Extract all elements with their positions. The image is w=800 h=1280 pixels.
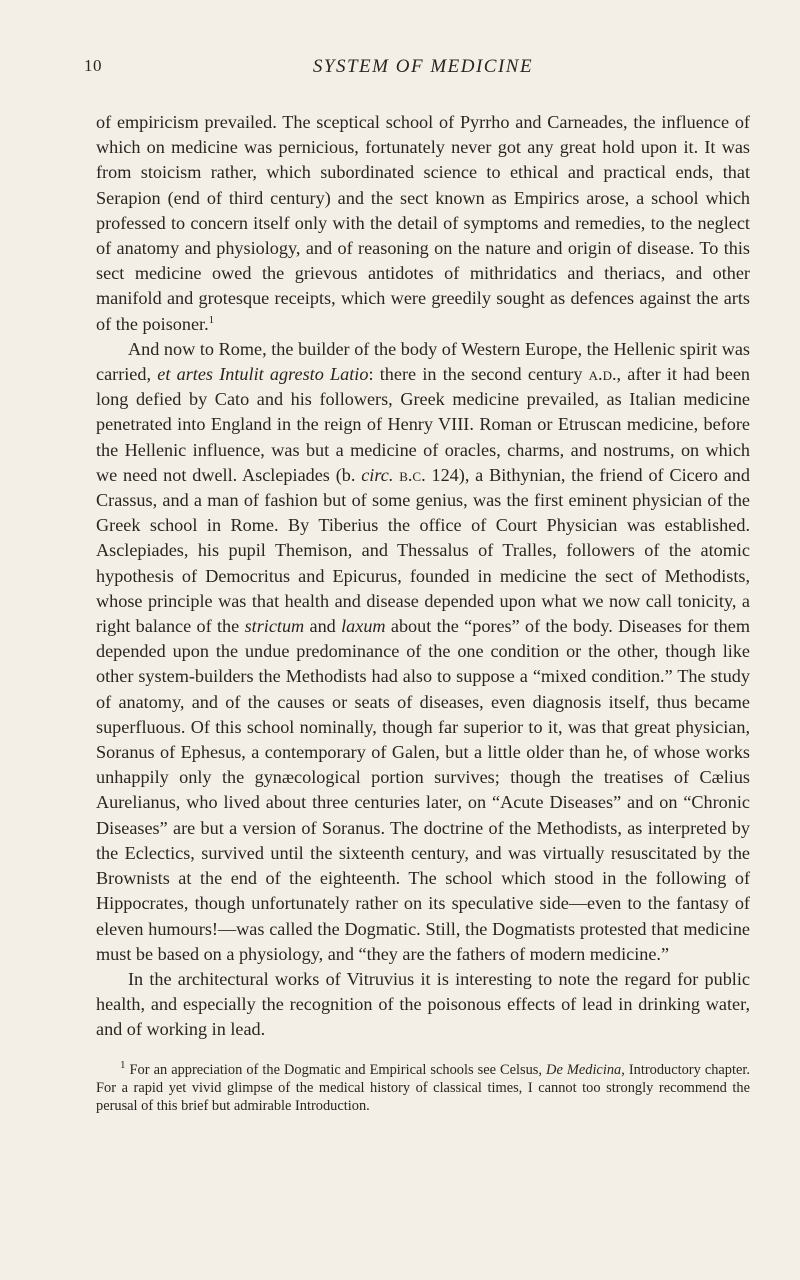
era-ad: a.d. — [588, 364, 617, 385]
footnote-title: De Medicina — [546, 1061, 622, 1078]
paragraph-2-text-a: And now to Rome, the builder of the body of Western Europe, the Hellenic spirit was carried, — [96, 338, 750, 385]
paragraph-2 — [96, 337, 750, 967]
paragraph-2-text-c: , after it had been long defied by Cato and his followers, Greek medicine prevailed, as Italian medicine penetrated into England in the reign of Henry VIII. Roman or Etruscan medicine, before the Hellenic influence, was but a medicine of oracles, charms, and nostrums, on which we need not dwell. Asclepiades (b. — [96, 364, 751, 485]
footnote-marker: 1 — [120, 1058, 126, 1071]
paragraph-2-text-b: : there in the second century — [368, 364, 589, 385]
page-header — [84, 56, 750, 86]
era-bc: b.c. — [399, 464, 426, 485]
paragraph-2-text-d: 124), a Bithynian, the friend of Cicero and Crassus, and a man of fashion but of some genius, was the first eminent physician of the Greek school in Rome. By Tiberius the office of Court Physician was established. Asclepiades, his pupil Themison, and Thessalus of Tralles, followers of the atomic hypothesis of Democritus and Epicurus, founded in medicine the sect of Methodists, whose principle was that health and disease depended upon what we now call tonicity, a right balance of the — [96, 464, 750, 637]
footnote-text-b: , Introductory chapter. For a rapid yet vivid glimpse of the medical history of classical times, I cannot too strongly recommend the perusal of this brief but admirable Introduction. — [96, 1061, 750, 1115]
paragraph-2-text-e: about the “pores” of the body. Diseases for them depended upon the undue predominance of the one condition or the other, though like other system-builders the Methodists had also to suppose a “mixed condition.” The study of anatomy, and of the causes or seats of diseases, even diagnosis itself, thus became superfluous. Of this school nominally, though far superior to it, was that great physician, Soranus of Ephesus, a contemporary of Galen, but a little older than he, of whose works unhappily only the gynæcological portion survives; though the treatises of Cælius Aurelianus, who lived about three centuries later, on “Acute Diseases” and on “Chronic Diseases” are but a version of Soranus. The doctrine of the Methodists, as interpreted by the Eclectics, survived until the sixteenth century, and was virtually resuscitated by the Brownists at the end of the eighteenth. The school which stood in the following of Hippocrates, though unfortunately rather on its speculative side—even to the fantasy of eleven humours!—was called the Dogmatic. Still, the Dogmatists protested that medicine must be based on a physiology, and “they are the fathers of modern medicine.” — [96, 616, 750, 964]
footnote — [96, 1058, 750, 1116]
body-text — [96, 110, 750, 1043]
term-strictum: strictum — [244, 616, 305, 637]
book-page — [84, 56, 751, 1116]
page-number: 10 — [84, 56, 102, 75]
footnote-text-a: For an appreciation of the Dogmatic and Empirical schools see Celsus, — [125, 1061, 547, 1078]
circa-abbrev: circ. — [361, 464, 394, 485]
paragraph-1-text: of empiricism prevailed. The sceptical school of Pyrrho and Carneades, the influence of which on medicine was pernicious, fortunately never got any great hold upon it. It was from stoicism rather, which subordinated science to ethical and practical ends, that Serapion (end of third century) and the sect known as Empirics arose, a school which professed to concern itself only with the detail of symptoms and remedies, to the neglect of anatomy and physiology, and of reasoning on the nature and origin of disease. To this sect medicine owed the grievous antidotes of mithridatics and theriacs, and other manifold and grotesque receipts, which were greedily sought as defences against the arts of the poisoner. — [96, 112, 750, 334]
footnote-ref: 1 — [208, 313, 215, 326]
running-head: SYSTEM OF MEDICINE — [312, 56, 534, 77]
paragraph-2-and: and — [304, 616, 342, 637]
paragraph-1 — [96, 110, 750, 337]
paragraph-3: In the architectural works of Vitruvius it is interesting to note the regard for public health, and especially the recognition of the poisonous effects of lead in drinking water, and of working in lead. — [96, 968, 750, 1040]
footnote-text — [96, 1058, 750, 1116]
term-laxum: laxum — [341, 616, 386, 637]
latin-quote: et artes Intulit agresto Latio — [157, 364, 369, 385]
